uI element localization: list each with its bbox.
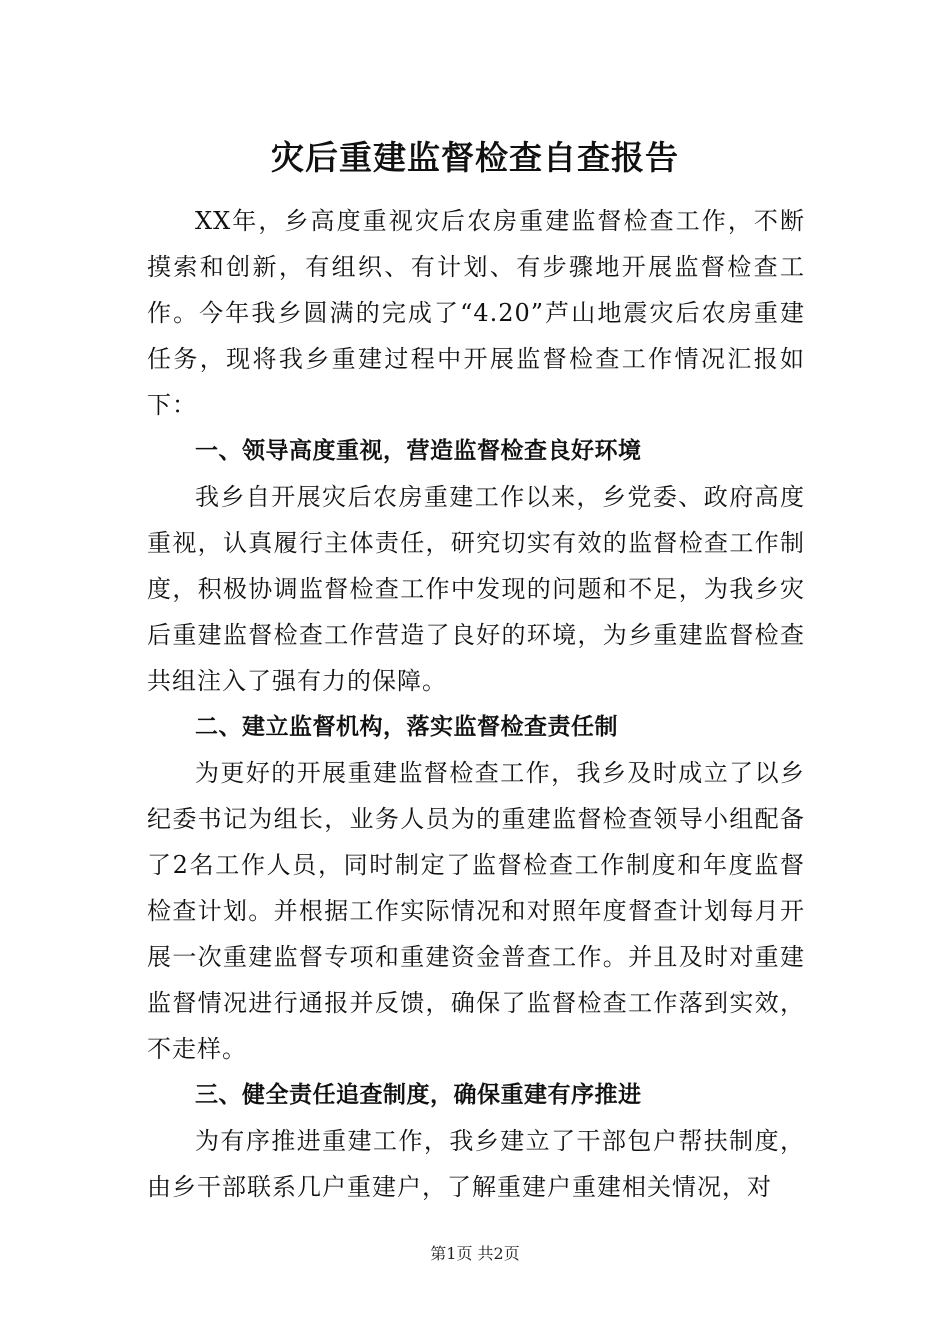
intro-paragraph: XX年，乡高度重视灾后农房重建监督检查工作，不断摸索和创新，有组织、有计划、有步骤地开展监督检查工作。今年我乡圆满的完成了“4.20”芦山地震灾后农房重建任务，现将我乡重建过程中开展监督检查工作情况汇报如下：	[147, 207, 805, 419]
section-2-paragraph: 为更好的开展重建监督检查工作，我乡及时成立了以乡纪委书记为组长，业务人员为的重建监督检查领导小组配备了2名工作人员，同时制定了监督检查工作制度和年度监督检查计划。并根据工作实际情况和对照年度督查计划每月开展一次重建监督专项和重建资金普查工作。并且及时对重建监督情况进行通报并反馈，确保了监督检查工作落到实效，不走样。	[147, 759, 805, 1063]
document-body	[147, 198, 805, 1210]
document-title: 灾后重建监督检查自查报告	[271, 138, 679, 177]
page-number-footer: 第1页 共2页	[430, 1244, 520, 1263]
section-3-paragraph: 为有序推进重建工作，我乡建立了干部包户帮扶制度，由乡干部联系几户重建户，了解重建户重建相关情况，对	[147, 1127, 805, 1201]
section-heading-2: 二、建立监督机构，落实监督检查责任制	[195, 714, 618, 740]
section-1-paragraph: 我乡自开展灾后农房重建工作以来，乡党委、政府高度重视，认真履行主体责任，研究切实有效的监督检查工作制度，积极协调监督检查工作中发现的问题和不足，为我乡灾后重建监督检查工作营造了良好的环境，为乡重建监督检查共组注入了强有力的保障。	[147, 483, 805, 695]
section-heading-3: 三、健全责任追查制度，确保重建有序推进	[195, 1082, 642, 1108]
section-heading-1: 一、领导高度重视，营造监督检查良好环境	[195, 438, 642, 464]
